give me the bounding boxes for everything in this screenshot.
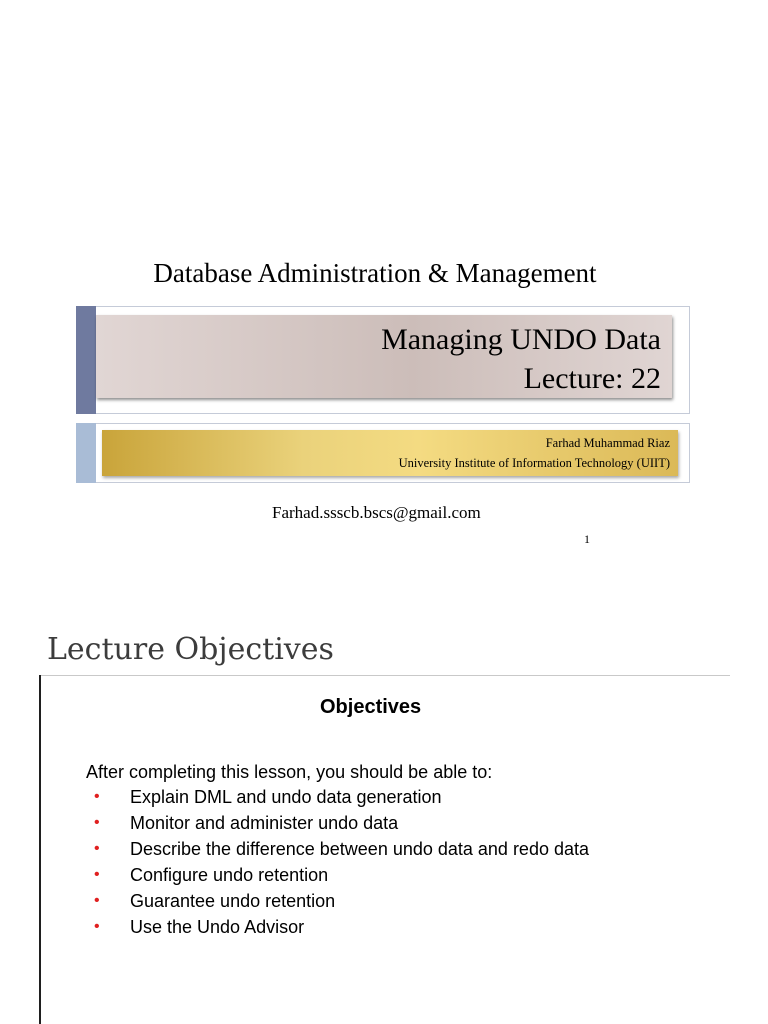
objectives-heading: Objectives — [320, 696, 422, 718]
objective-text: Monitor and administer undo data — [130, 813, 399, 833]
slide2-top-border — [40, 675, 730, 676]
objective-text: Guarantee undo retention — [130, 891, 336, 911]
objective-text: Use the Undo Advisor — [130, 917, 305, 937]
page-number: 1 — [584, 532, 590, 546]
author-name: Farhad Muhammad Riaz — [545, 436, 670, 450]
bullet-icon: • — [94, 840, 100, 857]
objectives-intro: After completing this lesson, you should be able to: — [86, 762, 493, 782]
objective-text: Describe the difference between undo data and redo data — [130, 839, 589, 859]
title-accent-bar — [76, 306, 96, 414]
slide2-title: Lecture Objectives — [47, 632, 334, 667]
bullet-icon: • — [94, 918, 100, 935]
author-email: Farhad.ssscb.bscs@gmail.com — [272, 503, 481, 522]
author-institution: University Institute of Information Technology (UIIT) — [398, 456, 670, 470]
bullet-icon: • — [94, 892, 100, 909]
author-accent-bar — [76, 423, 96, 483]
bullet-icon: • — [94, 866, 100, 883]
objective-text: Configure undo retention — [130, 865, 329, 885]
bullet-icon: • — [94, 788, 100, 805]
objective-text: Explain DML and undo data generation — [130, 787, 442, 807]
lecture-number: Lecture: 22 — [523, 362, 661, 395]
course-title: Database Administration & Management — [153, 258, 597, 288]
slide2-left-border — [39, 675, 41, 1024]
slide-title: Managing UNDO Data — [381, 323, 661, 356]
bullet-icon: • — [94, 814, 100, 831]
